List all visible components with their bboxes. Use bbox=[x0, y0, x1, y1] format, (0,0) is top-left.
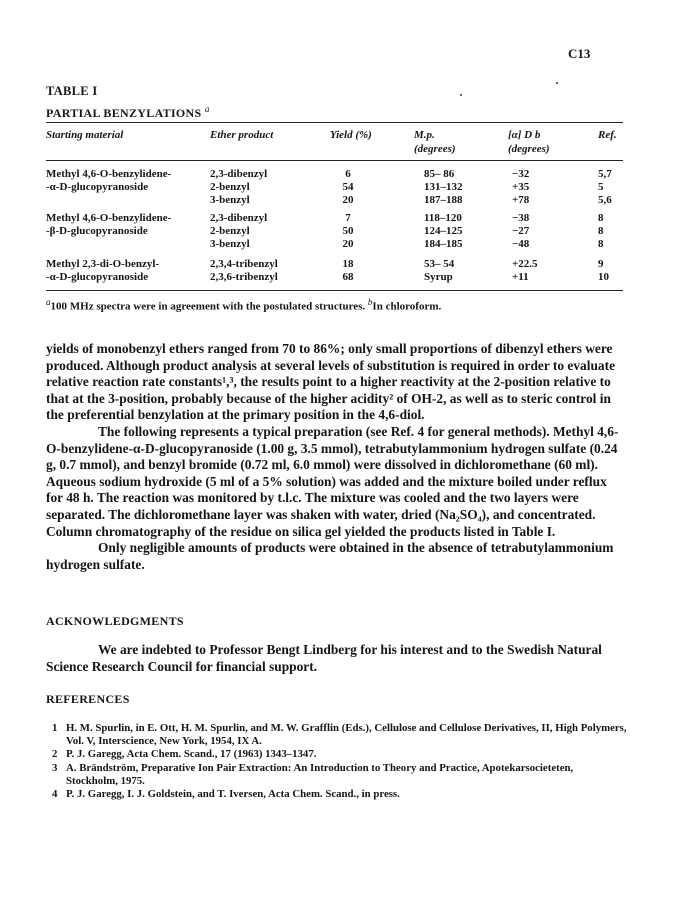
footnote-marker-a: a bbox=[46, 297, 51, 307]
header-rotation-label: [α] D b bbox=[508, 129, 541, 141]
paragraph: yields of monobenzyl ethers ranged from 70 to 86%; only small proportions of dibenzyl ethers were produced. Although product analysis at several levels of substitution is required in order to evaluate relative reaction rate constants¹,³, the results point to a higher reactivity at the 2-position relative to that at the 3-position, probably because of the higher acidity² of OH-2, as well as to steric control in the preferential benzylation at the primary position in the 4,6-diol. bbox=[46, 341, 616, 423]
rotation-cell: +11 bbox=[512, 271, 529, 283]
yield-cell: 54 bbox=[342, 181, 354, 193]
header-mp-unit: (degrees) bbox=[414, 143, 456, 155]
ether-product-cell: 2,3,4-tribenzyl bbox=[210, 258, 278, 270]
rotation-cell: −32 bbox=[512, 168, 530, 180]
scan-speck bbox=[460, 94, 462, 96]
table-header-rule bbox=[46, 160, 623, 161]
references-list bbox=[52, 722, 627, 801]
mp-cell: 118–120 bbox=[424, 212, 462, 224]
header-starting-material: Starting material bbox=[46, 129, 124, 141]
ether-product-cell: 2-benzyl bbox=[210, 225, 250, 237]
starting-material-line: Methyl 2,3-di-O-benzyl- bbox=[46, 258, 160, 270]
starting-material-line: Methyl 4,6-O-benzylidene- bbox=[46, 212, 172, 224]
rotation-cell: +35 bbox=[512, 181, 530, 193]
ref-cell: 9 bbox=[598, 258, 604, 270]
yield-cell: 50 bbox=[342, 225, 354, 237]
ref-cell: 8 bbox=[598, 212, 604, 224]
ref-cell: 5,6 bbox=[598, 194, 612, 206]
reference-text: H. M. Spurlin, in E. Ott, H. M. Spurlin, and M. W. Grafflin (Eds.), Cellulose and Cellulose Derivatives, II, High Polymers, Vol. V, Interscience, New York, 1954, IX A. bbox=[66, 722, 627, 748]
mp-cell: 131–132 bbox=[424, 181, 463, 193]
ref-cell: 8 bbox=[598, 225, 604, 237]
mp-cell: 124–125 bbox=[424, 225, 463, 237]
reference-number: 1 bbox=[52, 722, 58, 734]
table-footnote bbox=[46, 297, 441, 313]
starting-material-line: -α-D-glucopyranoside bbox=[46, 271, 149, 283]
reference-number: 2 bbox=[52, 748, 58, 761]
ether-product-cell: 2,3-dibenzyl bbox=[210, 168, 268, 180]
table-subtitle-note: a bbox=[204, 104, 210, 114]
ref-cell: 8 bbox=[598, 238, 604, 250]
ether-product-cell: 2,3-dibenzyl bbox=[210, 212, 268, 224]
paragraph: The following represents a typical preparation (see Ref. 4 for general methods). Methyl 4,6-O-benzylidene-α-D-glucopyranoside (1.00 g, 3.5 mmol), tetrabutylammonium hydrogen sulfate (0.24 g, 0.7 mmol), and benzyl bromide (0.72 ml, 6.0 mmol) were dissolved in dichloromethane (60 ml). Aqueous sodium hydroxide (5 ml of a 5% solution) was added and the mixture boiled under reflux for 48 h. The reaction was monitored by t.l.c. The mixture was cooled and the two layers were separated. The dichloromethane layer was shaken with water, dried (Na₂SO₄), and concentrated. Column chromatography of the residue on silica gel yielded the products listed in Table I. bbox=[46, 423, 619, 539]
starting-material-line: Methyl 4,6-O-benzylidene- bbox=[46, 168, 172, 180]
table-subtitle bbox=[46, 104, 210, 121]
ref-cell: 5 bbox=[598, 181, 604, 193]
header-mp-label: M.p. bbox=[414, 129, 435, 141]
yield-cell: 18 bbox=[342, 258, 354, 270]
mp-cell: 85– 86 bbox=[424, 168, 455, 180]
scan-speck bbox=[556, 82, 558, 84]
ether-product-cell: 2-benzyl bbox=[210, 181, 250, 193]
ref-cell: 10 bbox=[598, 271, 609, 283]
mp-cell: 187–188 bbox=[424, 194, 463, 206]
footnote-a-text: 100 MHz spectra were in agreement with the postulated structures. bbox=[50, 300, 366, 313]
yield-cell: 6 bbox=[345, 168, 351, 180]
reference-number: 4 bbox=[52, 788, 58, 801]
mp-cell: Syrup bbox=[424, 271, 453, 283]
body-text bbox=[46, 341, 621, 573]
ether-product-cell: 3-benzyl bbox=[210, 238, 250, 250]
rotation-cell: −48 bbox=[512, 238, 530, 250]
reference-text: A. Brändström, Preparative Ion Pair Extraction: An Introduction to Theory and Practice, Apotekarsocieteten, Stockholm, 1975. bbox=[66, 761, 574, 787]
acknowledgments-heading: ACKNOWLEDGMENTS bbox=[46, 614, 184, 628]
yield-cell: 20 bbox=[342, 238, 354, 250]
header-rotation bbox=[508, 128, 550, 156]
table-bottom-rule bbox=[46, 290, 623, 291]
rotation-cell: −27 bbox=[512, 225, 530, 237]
table-subtitle-text: PARTIAL BENZYLATIONS bbox=[46, 106, 202, 120]
paragraph: Only negligible amounts of products were obtained in the absence of tetrabutylammonium hydrogen sulfate. bbox=[46, 540, 614, 572]
header-mp bbox=[414, 128, 456, 156]
acknowledgments-text: We are indebted to Professor Bengt Lindberg for his interest and to the Swedish Natural Science Research Council for financial support. bbox=[46, 642, 602, 674]
starting-material-line: -β-D-glucopyranoside bbox=[46, 225, 148, 237]
reference-text: P. J. Garegg, I. J. Goldstein, and T. Iversen, Acta Chem. Scand., in press. bbox=[66, 788, 400, 801]
header-rotation-unit: (degrees) bbox=[508, 143, 550, 155]
reference-item bbox=[52, 722, 627, 748]
reference-number: 3 bbox=[52, 761, 58, 774]
reference-item bbox=[52, 748, 627, 761]
page-number: C13 bbox=[568, 46, 591, 61]
ref-cell: 5,7 bbox=[598, 168, 612, 180]
rotation-cell: −38 bbox=[512, 212, 530, 224]
footnote-marker-b: b bbox=[367, 297, 373, 307]
table-top-rule bbox=[46, 122, 623, 123]
ether-product-cell: 2,3,6-tribenzyl bbox=[210, 271, 278, 283]
footnote-b-text: In chloroform. bbox=[372, 300, 442, 313]
mp-cell: 53– 54 bbox=[424, 258, 455, 270]
references-heading: REFERENCES bbox=[46, 692, 130, 706]
header-ref: Ref. bbox=[598, 129, 617, 141]
header-ether-product: Ether product bbox=[210, 129, 274, 141]
mp-cell: 184–185 bbox=[424, 238, 463, 250]
starting-material-line: -α-D-glucopyranoside bbox=[46, 181, 149, 193]
ether-product-cell: 3-benzyl bbox=[210, 194, 250, 206]
reference-text: P. J. Garegg, Acta Chem. Scand., 17 (1963) 1343–1347. bbox=[66, 748, 317, 761]
table-title: TABLE I bbox=[46, 84, 98, 98]
yield-cell: 7 bbox=[345, 212, 351, 224]
reference-item bbox=[52, 788, 627, 801]
rotation-cell: +22.5 bbox=[512, 258, 538, 270]
yield-cell: 20 bbox=[342, 194, 354, 206]
yield-cell: 68 bbox=[342, 271, 354, 283]
rotation-cell: +78 bbox=[512, 194, 530, 206]
reference-item bbox=[52, 762, 627, 788]
header-yield: Yield (%) bbox=[330, 129, 372, 141]
